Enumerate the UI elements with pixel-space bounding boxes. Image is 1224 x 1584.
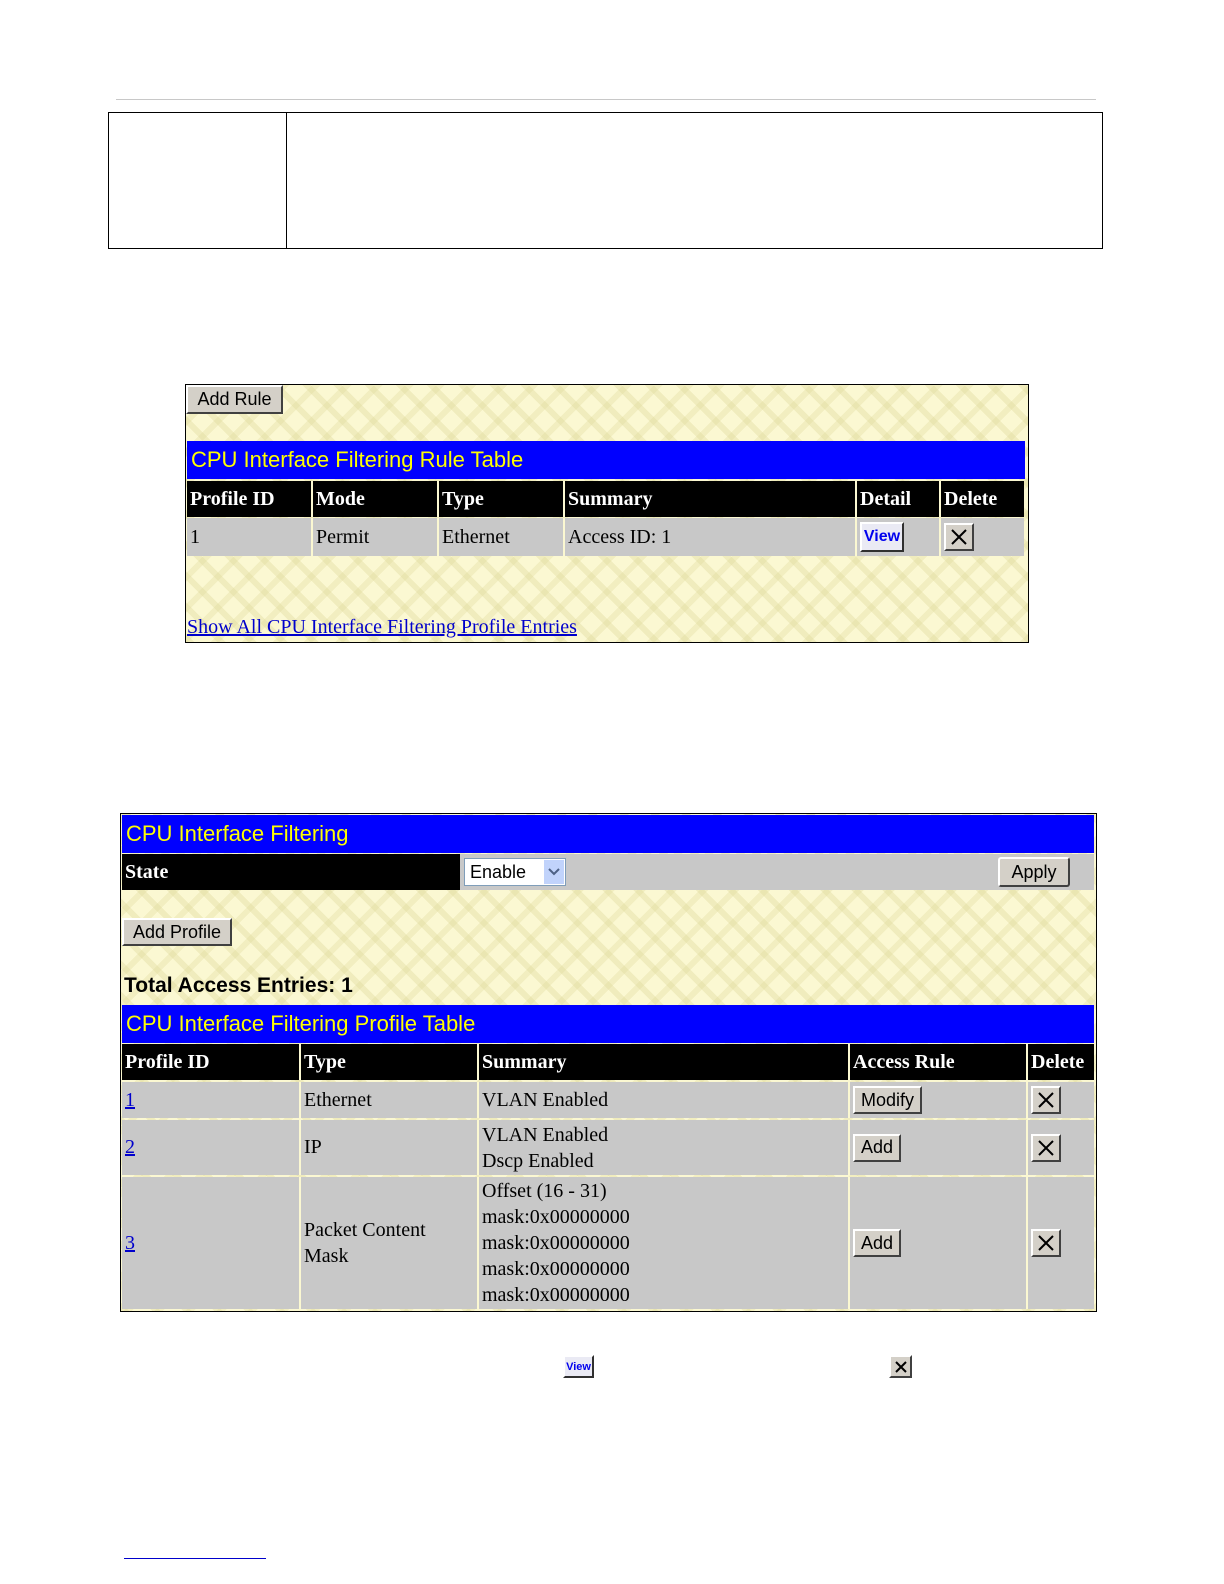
view-icon: View (563, 1355, 594, 1378)
delete-rule-button[interactable] (944, 523, 974, 551)
close-icon (894, 1360, 908, 1374)
rule-table-title: CPU Interface Filtering Rule Table (187, 441, 1025, 479)
cell-mode: Permit (313, 518, 439, 556)
header-type: Type (439, 481, 565, 517)
table-row (122, 1120, 1094, 1175)
close-icon (1037, 1139, 1055, 1157)
document-table-divider (286, 113, 287, 248)
header-delete: Delete (941, 481, 1024, 517)
summary-line: Dscp Enabled (482, 1149, 594, 1172)
table-row (187, 518, 1024, 556)
add-profile-button[interactable]: Add Profile (122, 918, 232, 946)
type-line: Packet Content (304, 1219, 426, 1241)
state-select[interactable] (464, 858, 566, 886)
add-rule-button[interactable]: Add (853, 1229, 901, 1257)
state-row (122, 854, 1094, 890)
view-button[interactable]: View (860, 522, 904, 552)
cell-access-rule (850, 1082, 1028, 1118)
profile-link[interactable]: 3 (125, 1231, 135, 1254)
add-rule-button[interactable]: Add Rule (186, 385, 283, 414)
header-profile-id: Profile ID (187, 481, 313, 517)
header-summary: Summary (565, 481, 857, 517)
header-type: Type (301, 1044, 479, 1080)
document-table (108, 112, 1103, 249)
cell-access-rule (850, 1120, 1028, 1175)
cell-access-rule (850, 1177, 1028, 1309)
cell-type: Ethernet (301, 1082, 479, 1118)
close-icon (1037, 1234, 1055, 1252)
cell-profile-id (122, 1082, 301, 1118)
summary-line: mask:0x00000000 (482, 1258, 630, 1280)
summary-line: mask:0x00000000 (482, 1206, 630, 1228)
delete-icon (889, 1355, 912, 1378)
cell-summary (479, 1177, 850, 1309)
cell-profile-id (122, 1177, 301, 1309)
cell-type: IP (301, 1120, 479, 1175)
header-detail: Detail (857, 481, 941, 517)
cell-summary (479, 1120, 850, 1175)
filter-panel (120, 813, 1097, 1312)
filter-title: CPU Interface Filtering (122, 815, 1094, 853)
cell-delete (941, 518, 1024, 556)
state-label: State (122, 854, 460, 890)
cell-summary: VLAN Enabled (479, 1082, 850, 1118)
state-select-value: Enable (470, 861, 527, 882)
cell-delete (1028, 1177, 1094, 1309)
delete-profile-button[interactable] (1031, 1229, 1061, 1257)
cell-delete (1028, 1120, 1094, 1175)
add-rule-button[interactable]: Add (853, 1134, 901, 1162)
table-row (122, 1177, 1094, 1309)
summary-line: Offset (16 - 31) (482, 1180, 607, 1202)
modify-button[interactable]: Modify (853, 1086, 922, 1114)
cell-delete (1028, 1082, 1094, 1118)
summary-line: mask:0x00000000 (482, 1284, 630, 1306)
rule-table-panel (185, 384, 1029, 643)
header-mode: Mode (313, 481, 439, 517)
header-access-rule: Access Rule (850, 1044, 1028, 1080)
summary-line: mask:0x00000000 (482, 1232, 630, 1254)
chevron-down-icon (544, 860, 564, 884)
cell-detail (857, 518, 941, 556)
profile-link[interactable]: 2 (125, 1136, 135, 1158)
delete-profile-button[interactable] (1031, 1086, 1061, 1114)
header-delete: Delete (1028, 1044, 1094, 1080)
delete-profile-button[interactable] (1031, 1134, 1061, 1162)
close-icon (950, 528, 968, 546)
show-all-profiles-link[interactable]: Show All CPU Interface Filtering Profile Entries (187, 616, 577, 638)
total-entries: Total Access Entries: 1 (124, 974, 353, 997)
cell-type (301, 1177, 479, 1309)
profile-table-header (122, 1044, 1094, 1080)
summary-line: VLAN Enabled (482, 1123, 609, 1146)
page-header-rule (116, 99, 1096, 100)
header-profile-id: Profile ID (122, 1044, 301, 1080)
type-line: Mask (304, 1245, 349, 1267)
profile-link[interactable]: 1 (125, 1088, 135, 1111)
close-icon (1037, 1091, 1055, 1109)
cell-profile-id (122, 1120, 301, 1175)
table-row (122, 1082, 1094, 1118)
profile-table-title: CPU Interface Filtering Profile Table (122, 1005, 1094, 1043)
cell-profile-id: 1 (187, 518, 313, 556)
apply-button[interactable]: Apply (998, 857, 1070, 887)
cell-type: Ethernet (439, 518, 565, 556)
header-summary: Summary (479, 1044, 850, 1080)
rule-table-header (187, 481, 1024, 517)
cell-summary: Access ID: 1 (565, 518, 857, 556)
footer-rule (124, 1558, 266, 1559)
